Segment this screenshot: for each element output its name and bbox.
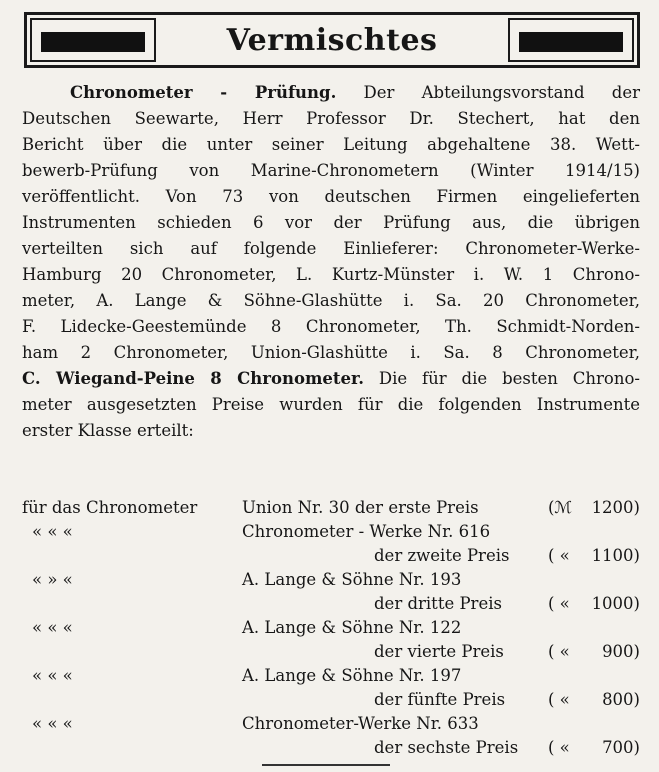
prize-row: für das Chronometer Union Nr. 30 der erste Preis (ℳ 1200): [22, 498, 640, 517]
prize-row: « « « Chronometer - Werke Nr. 616: [32, 522, 491, 541]
footer-rule: [262, 764, 390, 766]
header-bar-right: [519, 32, 623, 52]
article-line: Chronometer - Prüfung. Der Abteilungsvorstand der: [70, 83, 641, 102]
article-line: ham 2 Chronometer, Union-Glashütte i. Sa. 8 Chronometer,: [22, 343, 640, 362]
prize-row: der fünfte Preis ( « 800): [374, 690, 640, 709]
prize-row: « « « Chronometer-Werke Nr. 633: [32, 714, 479, 733]
article-line: veröffentlicht. Von 73 von deutschen Firmen eingelieferten: [22, 187, 640, 206]
prize-row: der zweite Preis ( « 1100): [374, 546, 640, 565]
header-ornament-right: [508, 18, 634, 62]
article-line: meter ausgesetzten Preise wurden für die folgenden Instrumente: [22, 395, 640, 414]
header-ornament-left: [30, 18, 156, 62]
article-line: bewerb-Prüfung von Marine-Chronometern (Winter 1914/15): [22, 161, 640, 180]
article-line: erster Klasse erteilt:: [22, 421, 194, 440]
header-bar-left: [41, 32, 145, 52]
article-line: Bericht über die unter seiner Leitung abgehaltene 38. Wett-: [22, 135, 640, 154]
article-line: Deutschen Seewarte, Herr Professor Dr. Stechert, hat den: [22, 109, 640, 128]
article-body: [22, 80, 640, 450]
prize-row: der sechste Preis ( « 700): [374, 738, 640, 757]
article-line: Hamburg 20 Chronometer, L. Kurtz-Münster i. W. 1 Chrono-: [22, 265, 640, 284]
prize-row: der vierte Preis ( « 900): [374, 642, 640, 661]
article-line: meter, A. Lange & Söhne-Glashütte i. Sa. 20 Chronometer,: [22, 291, 640, 310]
section-title: Vermischtes: [226, 22, 438, 58]
section-header: [24, 12, 640, 68]
article-line: verteilten sich auf folgende Einlieferer: Chronometer-Werke-: [22, 239, 640, 258]
prize-row: « » « A. Lange & Söhne Nr. 193: [32, 570, 462, 589]
prize-row: der dritte Preis ( « 1000): [374, 594, 640, 613]
article-line: Instrumenten schieden 6 vor der Prüfung aus, die übrigen: [22, 213, 640, 232]
article-line: C. Wiegand-Peine 8 Chronometer. Die für die besten Chrono-: [22, 369, 640, 388]
prize-row: « « « A. Lange & Söhne Nr. 197: [32, 666, 462, 685]
prize-row: « « « A. Lange & Söhne Nr. 122: [32, 618, 462, 637]
article-line: F. Lidecke-Geestemünde 8 Chronometer, Th. Schmidt-Norden-: [22, 317, 640, 336]
